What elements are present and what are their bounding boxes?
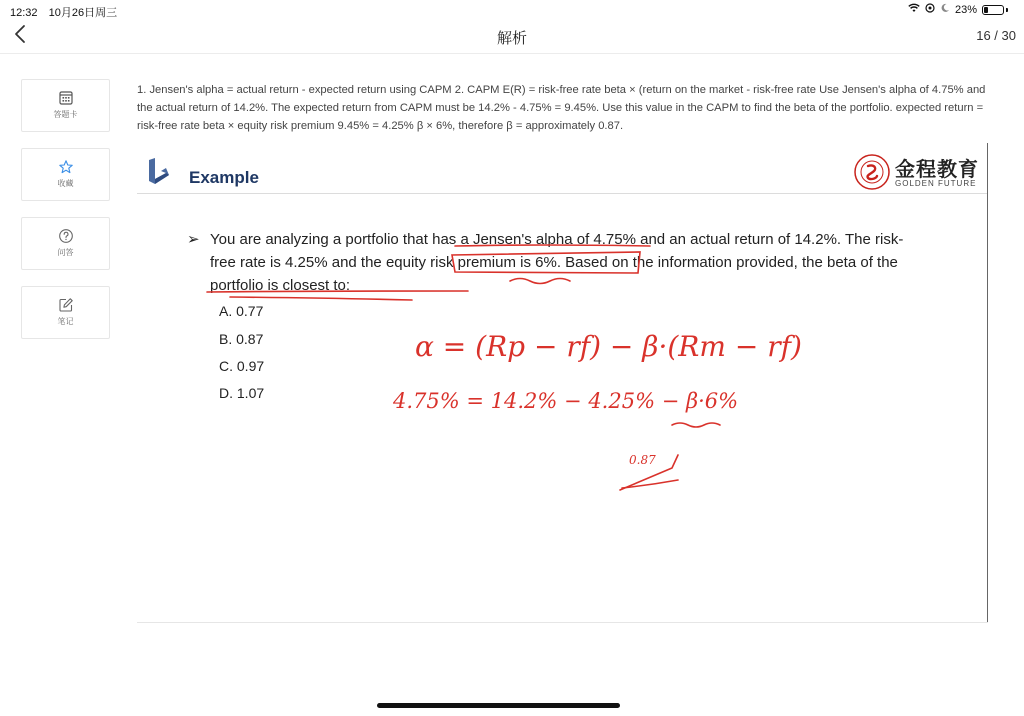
battery-tip — [1006, 8, 1008, 12]
option-c[interactable]: C. 0.97 — [219, 358, 265, 374]
slide-heading: Example — [189, 168, 259, 187]
lecture-slide — [137, 143, 990, 624]
question-icon — [58, 228, 74, 244]
slide-header-divider — [137, 193, 987, 194]
star-icon — [58, 159, 74, 175]
option-a[interactable]: A. 0.77 — [219, 303, 264, 319]
battery-icon — [982, 5, 1004, 15]
brand-subtitle: GOLDEN FUTURE — [895, 179, 977, 188]
home-indicator[interactable] — [377, 703, 620, 708]
sidebar-item-label: 问答 — [57, 248, 74, 257]
status-bar — [0, 0, 1024, 20]
battery-fill — [984, 7, 988, 13]
sidebar-answer-sheet-button[interactable] — [21, 79, 110, 132]
slide-border-bottom — [137, 622, 988, 623]
wifi-icon — [908, 3, 920, 16]
option-d[interactable]: D. 1.07 — [219, 385, 265, 401]
battery-percent: 23% — [954, 3, 977, 16]
slide-logo-mark-icon — [146, 157, 172, 185]
sidebar-item-label: 笔记 — [57, 317, 74, 326]
sidebar-favorite-button[interactable] — [21, 148, 110, 201]
status-datetime — [10, 4, 125, 20]
answer-sheet-icon — [58, 90, 74, 106]
page-counter: 16 / 30 — [976, 28, 1016, 43]
ink-substitution: 4.75% = 14.2% − 4.25% − β·6% — [393, 389, 739, 413]
status-date: 10月26日周三 — [48, 7, 118, 19]
sidebar-item-label: 答题卡 — [53, 110, 78, 119]
note-edit-icon — [58, 297, 74, 313]
status-time: 12:32 — [10, 7, 38, 19]
slide-border-right — [987, 143, 988, 622]
brand-name: 金程教育 — [895, 159, 979, 181]
ink-answer: 0.87 — [629, 453, 656, 467]
sidebar-notes-button[interactable] — [21, 286, 110, 339]
status-indicators — [908, 3, 1008, 16]
sidebar-qa-button[interactable] — [21, 217, 110, 270]
question-text: You are analyzing a portfolio that has a Jensen's alpha of 4.75% and an actual return of 14.2%. The risk-free rate is 4.25% and the equity risk premium is 6%. Based on the information provided, the beta of the portfolio is closest to: — [210, 231, 904, 294]
explanation-text: 1. Jensen's alpha = actual return - expected return using CAPM 2. CAPM E(R) = risk-free rate beta × (return on the market - risk-free rate Use Jensen's alpha of 4.75% and the actual return of 14.2%. The expected return from CAPM must be 14.2% - 4.75% = 9.45%. Use this value in the CAPM to find the beta of the portfolio. expected return = risk-free rate beta × equity risk premium 9.45% = 4.25% β × 6%, therefore β = approximately 0.87. — [137, 84, 986, 132]
golden-future-seal-icon — [852, 153, 892, 191]
nav-bar — [0, 20, 1024, 54]
option-b[interactable]: B. 0.87 — [219, 331, 264, 347]
moon-icon — [940, 3, 950, 16]
ink-formula: α = (Rp − rf) − β·(Rm − rf) — [415, 330, 802, 363]
sidebar-item-label: 收藏 — [57, 179, 74, 188]
page-title: 解析 — [496, 30, 527, 47]
bullet-arrow-icon: ➢ — [187, 231, 200, 248]
location-lock-icon — [925, 3, 935, 16]
